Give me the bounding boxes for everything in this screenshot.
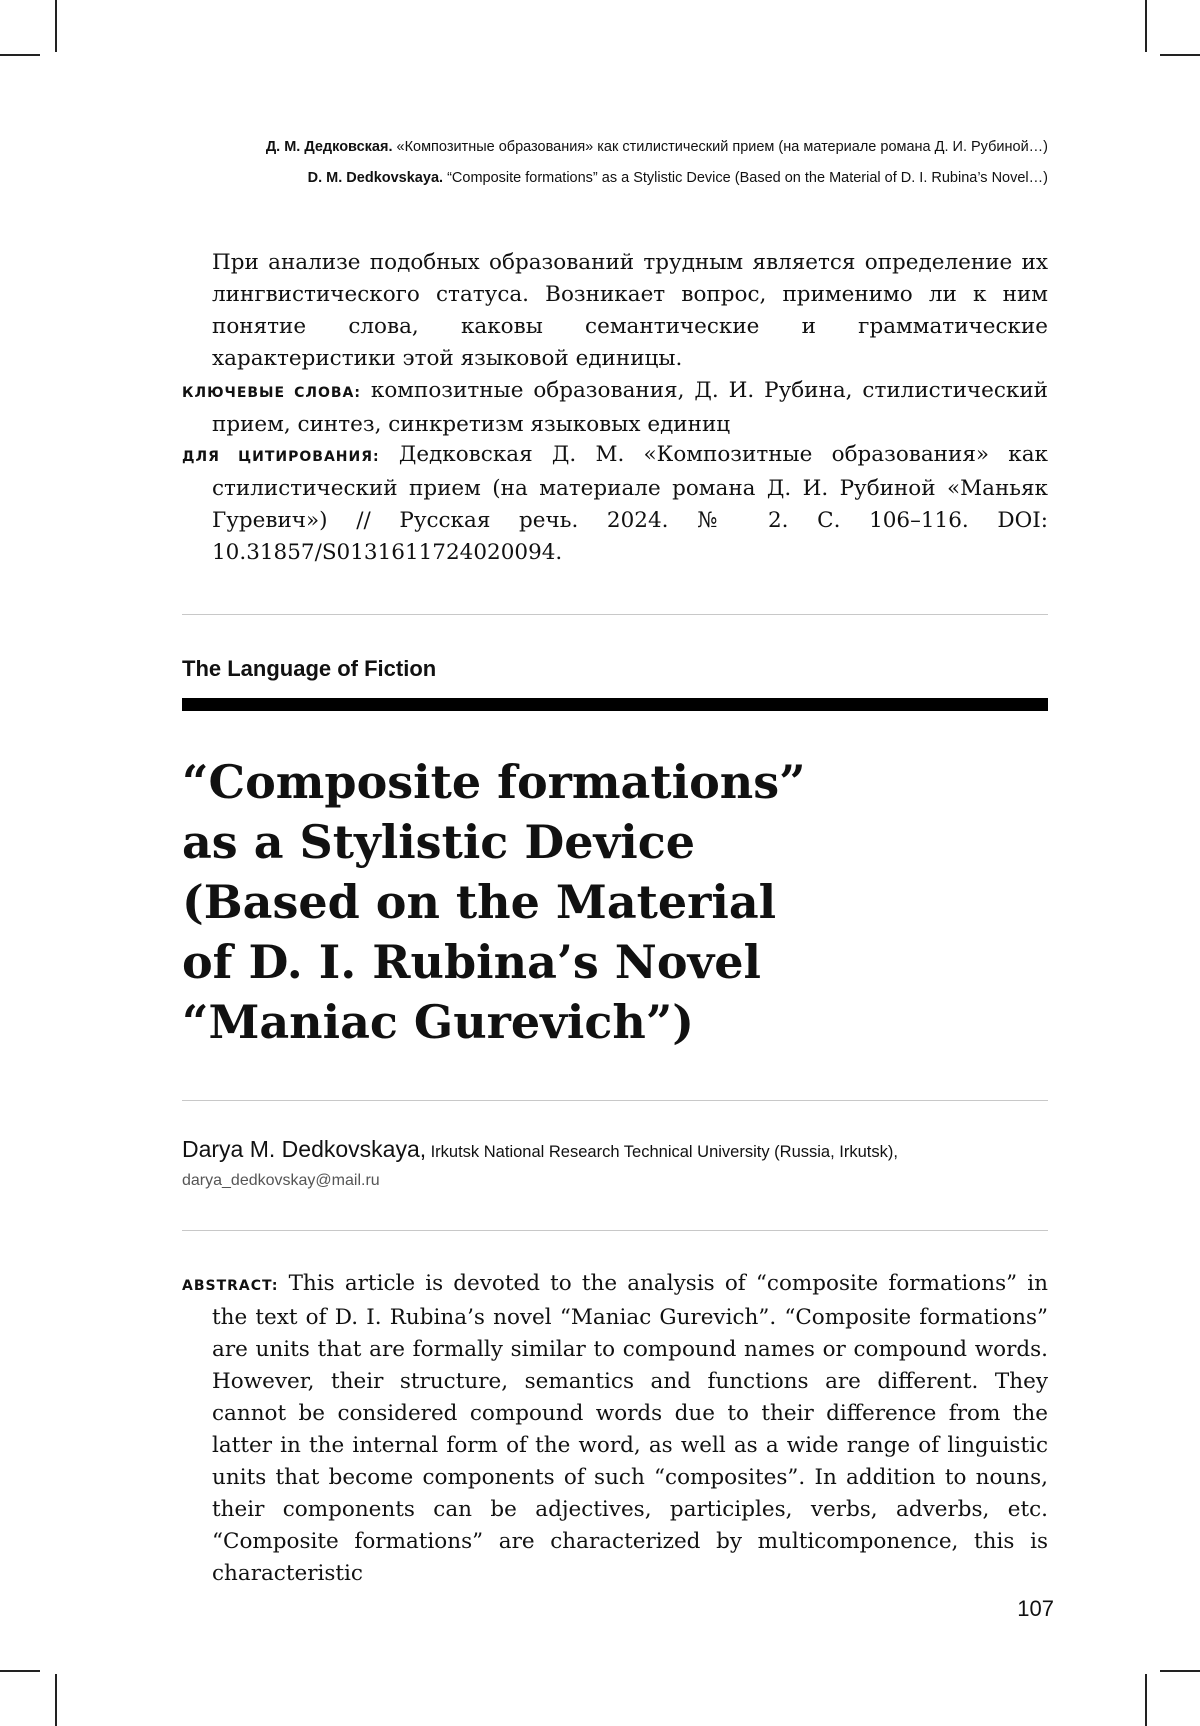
article-title [182, 752, 882, 1052]
title-line: “Composite formations” [182, 755, 806, 809]
section-label: The Language of Fiction [182, 656, 437, 681]
crop-mark-bottom-right-vertical [1145, 1674, 1147, 1726]
divider-before-abstract [182, 1230, 1048, 1231]
crop-mark-top-left-horizontal [0, 54, 40, 56]
crop-mark-top-left-vertical [55, 0, 57, 52]
author-email[interactable]: darya_dedkovskay@mail.ru [182, 1172, 380, 1189]
running-head-en [308, 170, 1048, 186]
running-head-en-title: “Composite formations” as a Stylistic Device (Based on the Material of D. I. Rubina’s Novel…) [447, 170, 1048, 186]
title-line: “Maniac Gurevich”) [182, 995, 695, 1049]
citation-ru [182, 439, 1048, 569]
crop-mark-bottom-right-horizontal [1160, 1670, 1200, 1672]
title-line: of D. I. Rubina’s Novel [182, 935, 761, 989]
abstract [182, 1268, 1048, 1590]
running-head-ru [266, 139, 1048, 155]
crop-mark-top-right-vertical [1145, 0, 1147, 52]
running-head-ru-title: «Композитные образования» как стилистический прием (на материале романа Д. И. Рубиной…) [396, 139, 1048, 155]
page-number: 107 [1017, 1596, 1054, 1621]
divider-before-section [182, 614, 1048, 615]
keywords-text: композитные образования, Д. И. Рубина, стилистический прием, синтез, синкретизм языковых единиц [212, 378, 1048, 437]
crop-mark-bottom-left-horizontal [0, 1670, 40, 1672]
author-line [182, 1136, 898, 1163]
crop-mark-top-right-horizontal [1160, 54, 1200, 56]
keywords-ru [182, 375, 1048, 441]
crop-mark-bottom-left-vertical [55, 1674, 57, 1726]
abstract-label: ABSTRACT: [182, 1278, 279, 1294]
abstract-text: This article is devoted to the analysis of “composite formations” in the text of D. I. Rubina’s novel “Maniac Gurevich”. “Composite formations” are units that are formally similar to compound names or compound words. However, their structure, semantics and functions are different. They cannot be considered compound words due to their difference from the latter in the internal form of the word, as well as a wide range of linguistic units that become components of such “composites”. In addition to nouns, their components can be adjectives, participles, verbs, adverbs, etc. “Composite formations” are characterized by multicomponence, this is characteristic [212, 1271, 1048, 1586]
divider-before-author [182, 1100, 1048, 1101]
citation-label: ДЛЯ ЦИТИРОВАНИЯ: [182, 449, 380, 465]
title-line: (Based on the Material [182, 875, 777, 929]
author-affiliation: Irkutsk National Research Technical University (Russia, Irkutsk), [430, 1143, 898, 1161]
russian-paragraph: При анализе подобных образований трудным является определение их лингвистического статуса. Возникает вопрос, применимо ли к ним понятие слова, каковы семантические и грамматические характеристики этой языковой единицы. [212, 250, 1048, 371]
title-line: as a Stylistic Device [182, 815, 695, 869]
section-thick-rule [182, 698, 1048, 711]
citation-text: Дедковская Д. М. «Композитные образования» как стилистический прием (на материале романа Д. И. Рубиной «Маньяк Гуревич») // Русская речь. 2024. № 2. С. 106–116. DOI: 10.31857/S0131611724020094. [212, 442, 1048, 565]
keywords-label: КЛЮЧЕВЫЕ СЛОВА: [182, 385, 361, 401]
running-head-ru-author: Д. М. Дедковская. [265, 139, 393, 155]
running-head-en-author: D. M. Dedkovskaya. [307, 170, 444, 186]
author-name: Darya M. Dedkovskaya, [182, 1136, 427, 1162]
